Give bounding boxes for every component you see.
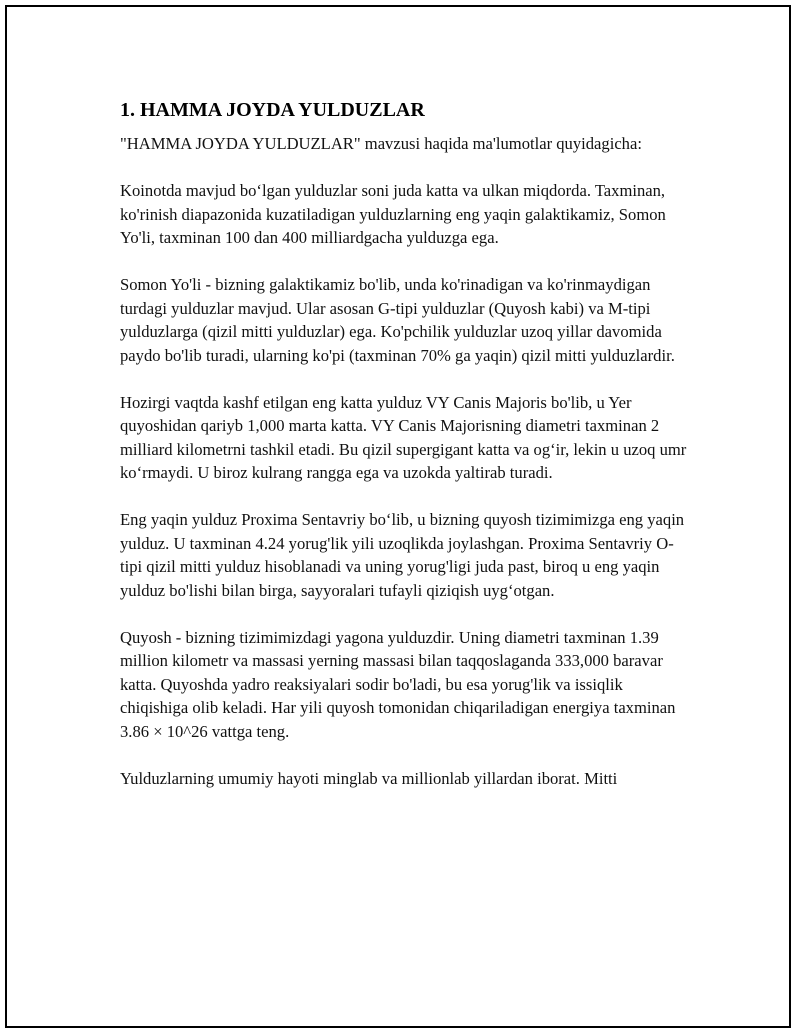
paragraph-proxima-centauri: Eng yaqin yulduz Proxima Sentavriy bo‘lib, u bizning quyosh tizimimizga eng yaqin yulduz. U taxminan 4.24 yorug'lik yili uzoqlikda joylashgan. Proxima Sentavriy O-tipi qizil mitti yulduz hisoblanadi va uning yorug'ligi juda past, biroq u eng yaqin yulduz bo'lishi bilan birga, sayyoralari tufayli qiziqish uyg‘otgan. [120,510,685,600]
section-heading: 1. HAMMA JOYDA YULDUZLAR [120,99,425,121]
paragraph-star-lifetime: Yulduzlarning umumiy hayoti minglab va millionlab yillardan iborat. Mitti [120,768,618,788]
intro-paragraph: "HAMMA JOYDA YULDUZLAR" mavzusi haqida ma'lumotlar quyidagicha: [120,134,642,153]
document-body [120,97,695,814]
paragraph-star-count: Koinotda mavjud bo‘lgan yulduzlar soni juda katta va ulkan miqdorda. Taxminan, ko'rinish diapazonida kuzatiladigan yulduzlarning eng yaqin galaktikamiz, Somon Yo'li, taxminan 100 dan 400 milliardgacha yulduzga ega. [120,181,666,247]
paragraph-vy-canis-majoris: Hozirgi vaqtda kashf etilgan eng katta yulduz VY Canis Majoris bo'lib, u Yer quyoshidan qariyb 1,000 marta katta. VY Canis Majorisning diametri taxminan 2 milliard kilometrni tashkil etadi. Bu qizil supergigant katta va og‘ir, lekin u uzoq umr ko‘rmaydi. U biroz kulrang rangga ega va uzokda yaltirab turadi. [120,392,687,482]
paragraph-sun: Quyosh - bizning tizimimizdagi yagona yulduzdir. Uning diametri taxminan 1.39 million kilometr va massasi yerning massasi bilan taqqoslaganda 333,000 baravar katta. Quyoshda yadro reaksiyalari sodir bo'ladi, bu esa yorug'lik va issiqlik chiqishiga olib keladi. Har yili quyosh tomonidan chiqariladigan energiya taxminan 3.86 × 10^26 vattga teng. [120,627,676,741]
page-frame [5,5,791,1028]
paragraph-milky-way: Somon Yo'li - bizning galaktikamiz bo'lib, unda ko'rinadigan va ko'rinmaydigan turdagi yulduzlar mavjud. Ular asosan G-tipi yulduzlar (Quyosh kabi) va M-tipi yulduzlarga (qizil mitti yulduzlar) ega. Ko'pchilik yulduzlar uzoq yillar davomida paydo bo'lib turadi, ularning ko'pi (taxminan 70% ga yaqin) qizil mitti yulduzlardir. [120,275,675,365]
